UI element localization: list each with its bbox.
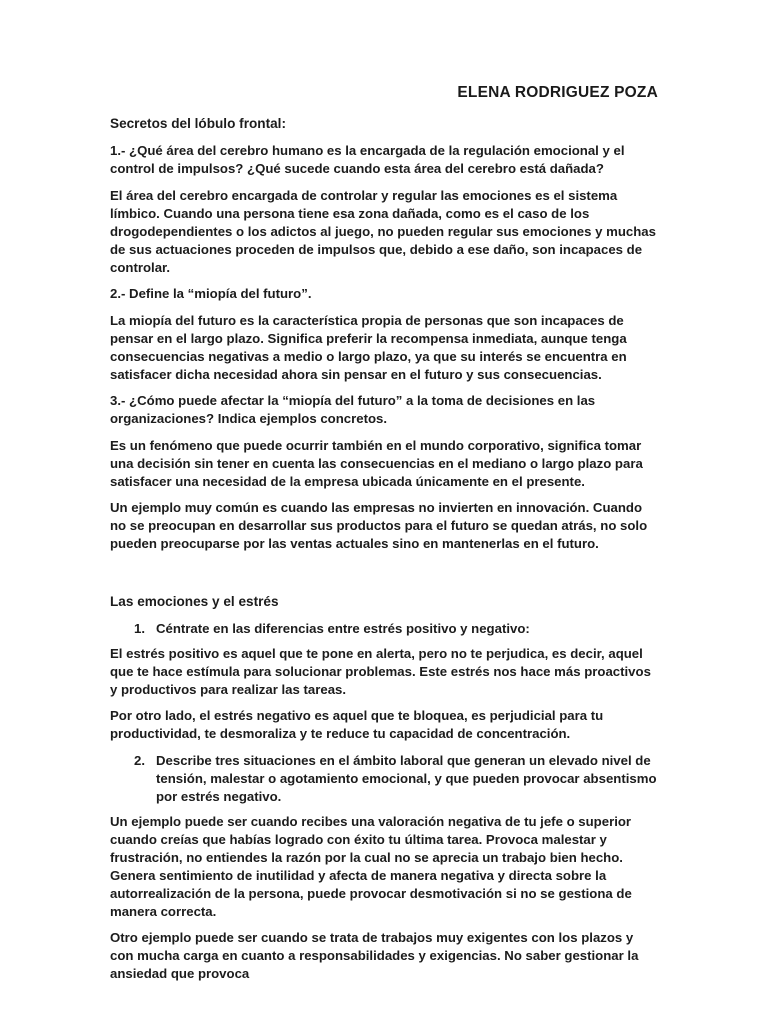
answer-2: La miopía del futuro es la característica propia de personas que son incapaces de pensar en el largo plazo. Significa preferir la recompensa inmediata, aunque tenga consecuencias negativas a medio o largo plazo, ya que su interés se encuentra en satisfacer dicha necesidad ahora sin pensar en el futuro y sus consecuencias. [110,312,627,382]
list-number: 2. [134,752,145,768]
author-name: ELENA RODRIGUEZ POZA [457,84,658,101]
answer-3-paragraph-2: Un ejemplo muy común es cuando las empresas no invierten en innovación. Cuando no se preocupan en desarrollar sus productos para el futuro se quedan atrás, no solo pueden preocuparse por las ventas actuales sino en mantenerlas en el futuro. [110,500,648,551]
answer-1: El área del cerebro encargada de controlar y regular las emociones es el sistema límbico. Cuando una persona tiene esa zona dañada, como es el caso de los drogodependientes o los adictos al juego, no pueden regular sus emociones y muchas de sus actuaciones proceden de impulsos que, debido a ese daño, son incapaces de controlar. [110,187,656,275]
answer-positive-stress: El estrés positivo es aquel que te pone en alerta, pero no te perjudica, es decir, aquel que te hace estímula para solucionar problemas. Este estrés nos hace más proactivos y productivos para realizar las tareas. [110,645,651,697]
answer-example-2: Otro ejemplo puede ser cuando se trata de trabajos muy exigentes con los plazos y con mucha carga en cuanto a responsabilidades y exigencias. No saber gestionar la ansiedad que provoca [110,930,639,981]
list-item [110,752,658,806]
answer-3-paragraph-1: Es un fenómeno que puede ocurrir también en el mundo corporativo, significa tomar una decisión sin tener en cuenta las consecuencias en el mediano o largo plazo para satisfacer una necesidad de la empresa ubicada únicamente en el presente. [110,437,643,489]
section-title-frontal-lobe: Secretos del lóbulo frontal: [110,116,286,131]
list-item [110,620,658,638]
numbered-question-2 [110,752,658,806]
list-number: 1. [134,620,145,636]
question-1: 1.- ¿Qué área del cerebro humano es la encargada de la regulación emocional y el control de impulsos? ¿Qué sucede cuando esta área del cerebro está dañada? [110,143,625,176]
question-3: 3.- ¿Cómo puede afectar la “miopía del futuro” a la toma de decisiones en las organizaciones? Indica ejemplos concretos. [110,393,596,426]
section-title-emotions-stress: Las emociones y el estrés [110,593,279,609]
list-item-text: Describe tres situaciones en el ámbito laboral que generan un elevado nivel de tensión, malestar o agotamiento emocional, y que pueden provocar absentismo por estrés negativo. [156,752,657,804]
answer-example-1: Un ejemplo puede ser cuando recibes una valoración negativa de tu jefe o superior cuando creías que habías logrado con éxito tu última tarea. Provoca malestar y frustración, no entiendes la razón por la cual no se aprecia un trabajo bien hecho. Genera sentimiento de inutilidad y afecta de manera negativa y directa sobre la autorrealización de la persona, puede provocar desmotivación si no se gestiona de manera correcta. [110,813,632,919]
section-spacer [110,562,658,592]
question-2: 2.- Define la “miopía del futuro”. [110,286,312,301]
list-item-text: Céntrate en las diferencias entre estrés positivo y negativo: [156,620,530,636]
document-page [110,84,658,992]
numbered-question-1 [110,620,658,638]
answer-negative-stress: Por otro lado, el estrés negativo es aquel que te bloquea, es perjudicial para tu productividad, te desmoraliza y te reduce tu capacidad de concentración. [110,708,604,741]
